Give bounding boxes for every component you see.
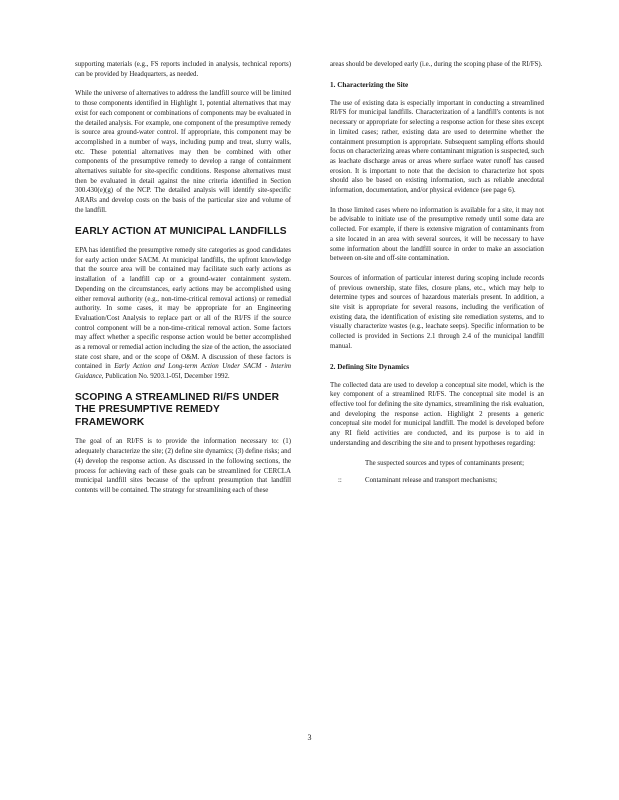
bullet-text: The suspected sources and types of contaminants present; bbox=[365, 459, 525, 467]
page-number: 3 bbox=[307, 733, 312, 742]
paragraph-limited-cases: In those limited cases where no information is available for a site, it may not be advisable to initiate use of the presumptive remedy until some data are collected. For example, if there is extensive migration of contaminants from a site located in an area with several sources, it will be necessary to have some information about the landfill source in order to make an association between on-site and off-site contamination. bbox=[330, 206, 544, 263]
list-item bbox=[330, 476, 544, 486]
paragraph-rifs-goal: The goal of an RI/FS is to provide the information necessary to: (1) adequately characterize the site; (2) define site dynamics; (3) define risks; and (4) develop the response action. As discussed in the following sections, the process for achieving each of these goals can be streamlined for CERCLA municipal landfill sites because of the upfront presumption that landfill contents will be contained. The strategy for streamlining each of these bbox=[75, 438, 291, 494]
list-item bbox=[330, 459, 544, 469]
heading-scoping: SCOPING A STREAMLINED RI/FS UNDER THE PRESUMPTIVE REMEDY FRAMEWORK bbox=[75, 391, 280, 428]
citation-title: Early Action and Long-term Action Under SACM - Interim Guidance, bbox=[75, 363, 291, 381]
left-column bbox=[75, 60, 291, 506]
paragraph-sources-info: Sources of information of particular interest during scoping include records of previous ownership, state files, closure plans, etc., which may help to determine types and sources of hazardous materials present. In addition, a site visit is appropriate for several reasons, including the verification of existing data, the identification of existing site remediation systems, and to visually characterize wastes (e.g., leachate seeps). Specific information to be collected is provided in Sections 2.1 through 2.4 of the municipal landfill manual. bbox=[330, 274, 544, 350]
heading-characterizing-site: 1. Characterizing the Site bbox=[330, 80, 409, 89]
paragraph-scoping-phase: areas should be developed early (i.e., during the scoping phase of the RI/FS). bbox=[330, 61, 543, 68]
heading-early-action: EARLY ACTION AT MUNICIPAL LANDFILLS bbox=[75, 225, 287, 237]
bullet-text: Contaminant release and transport mechanisms; bbox=[365, 477, 498, 484]
paragraph-alternatives: While the universe of alternatives to address the landfill source will be limited to those components identified in Highlight 1, potential alternatives that may exist for each component or combinations of components may be evaluated in the detailed analysis. For example, one component of the presumptive remedy is source area ground-water control. If appropriate, this component may be accomplished in a number of ways, including pump and treat, slurry walls, etc. These potential alternatives may then be combined with other components of the presumptive remedy to develop a range of containment alternatives suitable for site-specific conditions. Response alternatives must then be evaluated in detail against the nine criteria identified in Section 300.430(e)(g) of the NCP. The detailed analysis will identify site-specific ARARs and develop costs on the basis of the particular size and volume of the landfill. bbox=[75, 90, 291, 214]
right-column bbox=[330, 60, 544, 494]
paragraph-supporting-materials: supporting materials (e.g., FS reports included in analysis, technical reports) can be provided by Headquarters, as needed. bbox=[75, 61, 291, 78]
heading-site-dynamics: 2. Defining Site Dynamics bbox=[330, 362, 410, 371]
paragraph-early-action: EPA has identified the presumptive remedy site categories as good candidates for early action under SACM. At municipal landfills, the upfront knowledge that the source area will be contained may facilitate such early actions as installation of a landfill cap or a ground-water containment system. Depending on the circumstances, early actions may be accomplished using either removal authority (e.g., non-time-critical removal actions) or remedial authority. In some cases, it may be appropriate for an Engineering Evaluation/Cost Analysis to replace part or all of the RI/FS if the source control component will be a non-time-critical removal action. Some factors may affect whether a specific response action would be better accomplished as a removal or remedial action including the size of the action, the associated state cost share, and or the scope of O&M. A discussion of these factors is contained in Early Action and Long-term Action Under SACM - Interim Guidance, Publication No. 9203.1-05I, December 1992. bbox=[75, 247, 291, 381]
paragraph-conceptual-model: The collected data are used to develop a conceptual site model, which is the key component of a streamlined RI/FS. The conceptual site model is an effective tool for defining the site dynamics, streamlining the risk evaluation, and developing the response action. Highlight 2 presents a generic conceptual site model for municipal landfill. The model is developed before any RI field activities are conducted, and its purpose is to aid in understanding and describing the site and to present hypotheses regarding: bbox=[330, 381, 544, 447]
bullet-mark: :: bbox=[338, 477, 342, 484]
paragraph-existing-data: The use of existing data is especially important in conducting a streamlined RI/FS for municipal landfills. Characterization of a landfill's contents is not necessary or appropriate for selecting a response action for these sites except in limited cases; rather, existing data are used to determine whether the containment presumption is appropriate. Subsequent sampling efforts should focus on characterizing areas where contaminant migration is suspected, such as leachate discharge areas or areas where surface water runoff has caused erosion. It is important to note that the decision to characterize hot spots should also be based on existing information, such as reliable anecdotal information, documentation, and/or physical evidence (see page 6). bbox=[330, 99, 544, 195]
